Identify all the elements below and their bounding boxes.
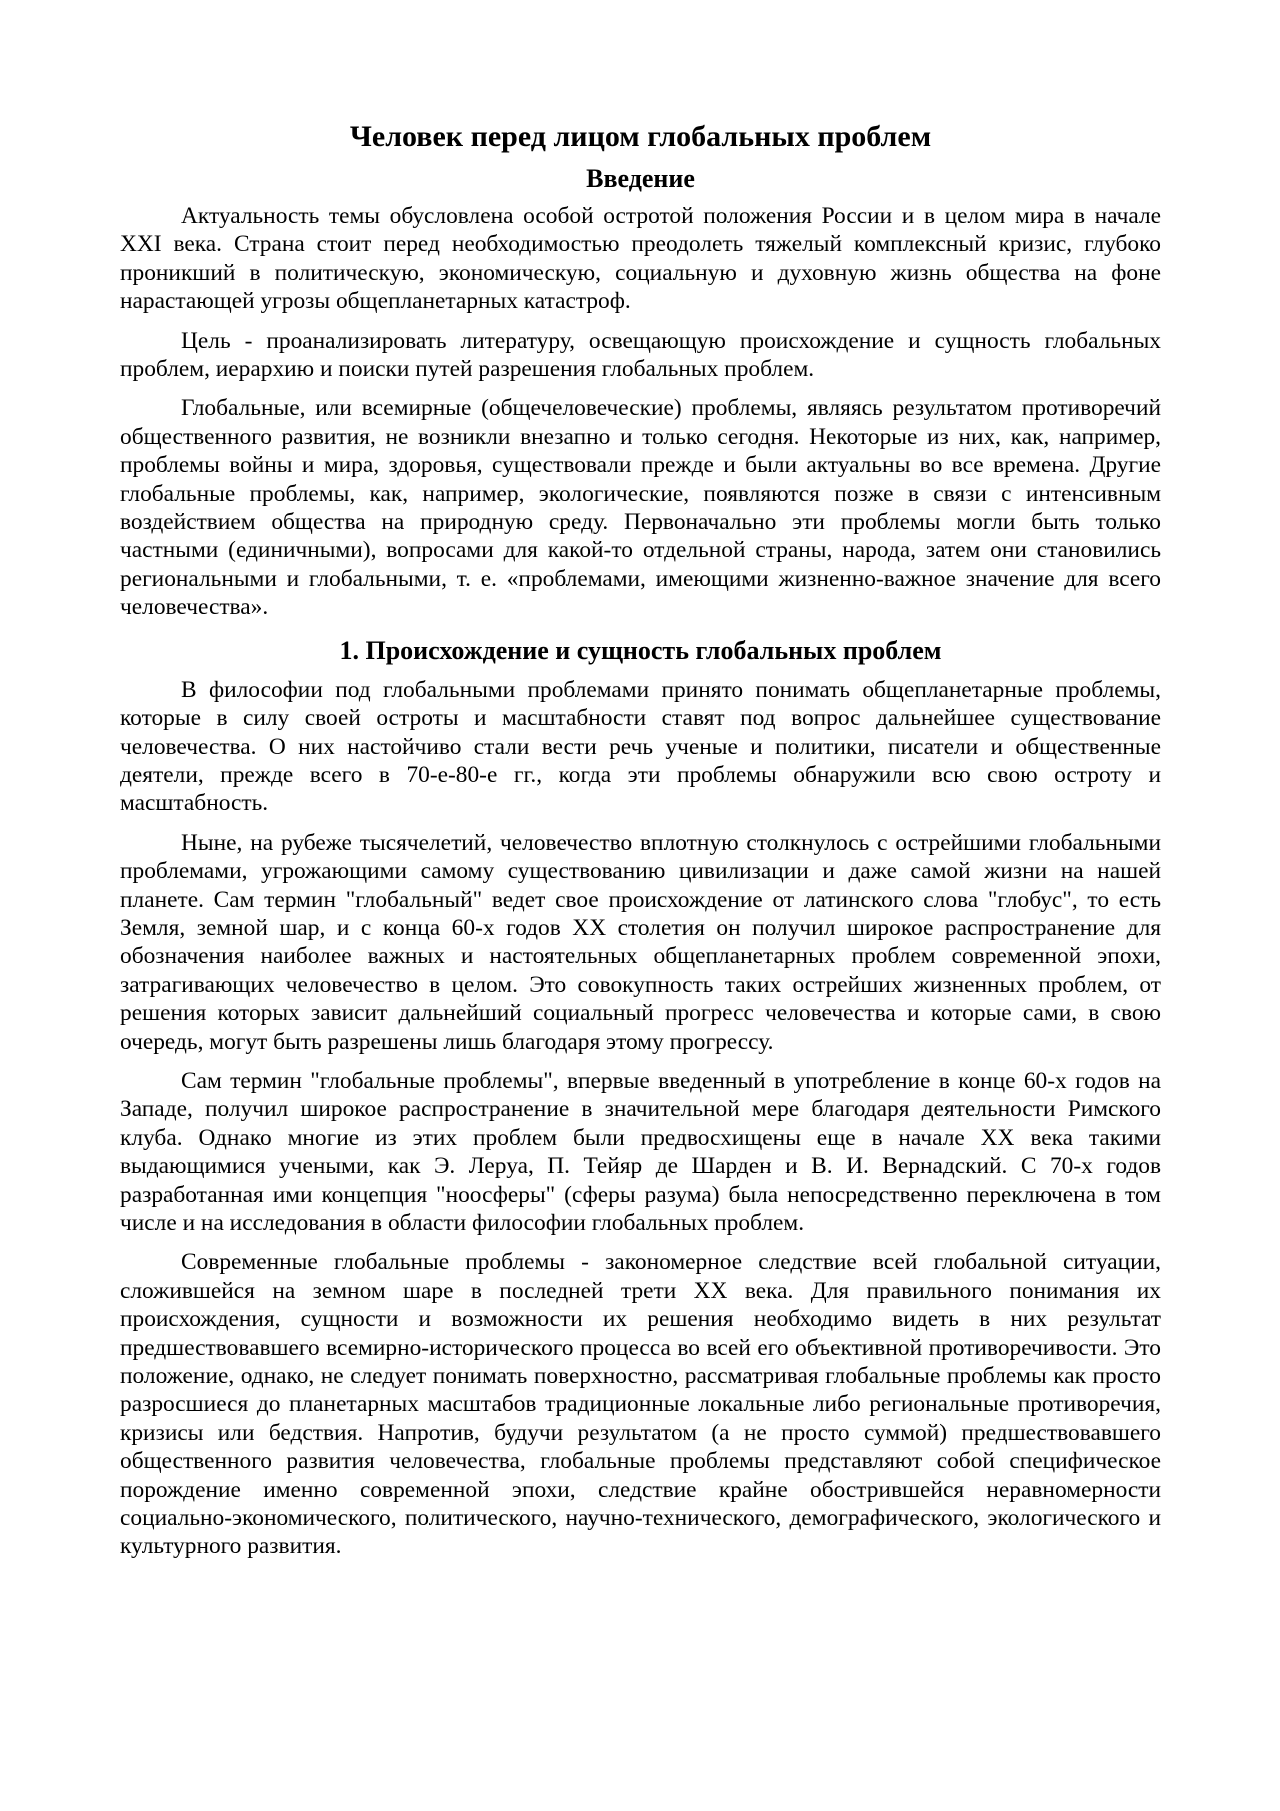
document-title: Человек перед лицом глобальных проблем	[349, 120, 932, 153]
intro-heading: Введение	[586, 164, 695, 193]
intro-paragraph: Цель - проанализировать литературу, освещающую происхождение и сущность глобальных проблем, иерархию и поиски путей разрешения глобальных проблем.	[120, 327, 1161, 383]
section-1-paragraph: Ныне, на рубеже тысячелетий, человечество вплотную столкнулось с острейшими глобальными проблемами, угрожающими самому существованию цивилизации и даже самой жизни на нашей планете. Сам термин "глобальный" ведет свое происхождение от латинского слова "глобус", то есть Земля, земной шар, и с конца 60-х годов XX столетия он получил широкое распространение для обозначения наиболее важных и настоятельных общепланетарных проблем современной эпохи, затрагивающих человечество в целом. Это совокупность таких острейших жизненных проблем, от решения которых зависит дальнейший социальный прогресс человечества и которые сами, в свою очередь, могут быть разрешены лишь благодаря этому прогрессу.	[120, 829, 1161, 1055]
section-1-heading: 1. Происхождение и сущность глобальных проблем	[339, 635, 942, 665]
section-1-paragraph: Сам термин "глобальные проблемы", впервые введенный в употребление в конце 60-х годов на Западе, получил широкое распространение в значительной мере благодаря деятельности Римского клуба. Однако многие из этих проблем были предвосхищены еще в начале XX века такими выдающимися учеными, как Э. Леруа, П. Тейяр де Шарден и В. И. Вернадский. С 70-х годов разработанная ими концепция "ноосферы" (сферы разума) была непосредственно переключена в том числе и на исследования в области философии глобальных проблем.	[120, 1067, 1161, 1236]
document-page	[120, 118, 1161, 1572]
intro-paragraph: Глобальные, или всемирные (общечеловеческие) проблемы, являясь результатом противоречий общественного развития, не возникли внезапно и только сегодня. Некоторые из них, как, например, проблемы войны и мира, здоровья, существовали прежде и были актуальны во все времена. Другие глобальные проблемы, как, например, экологические, появляются позже в связи с интенсивным воздействием общества на природную среду. Первоначально эти проблемы могли быть только частными (единичными), вопросами для какой-то отдельной страны, народа, затем они становились региональными и глобальными, т. е. «проблемами, имеющими жизненно-важное значение для всего человечества».	[120, 395, 1161, 621]
section-1-paragraph: В философии под глобальными проблемами принято понимать общепланетарные проблемы, которые в силу своей остроты и масштабности ставят под вопрос дальнейшее существование человечества. О них настойчиво стали вести речь ученые и политики, писатели и общественные деятели, прежде всего в 70-е-80-е гг., когда эти проблемы обнаружили всю свою остроту и масштабность.	[120, 676, 1161, 817]
intro-paragraph: Актуальность темы обусловлена особой остротой положения России и в целом мира в начале XXI века. Страна стоит перед необходимостью преодолеть тяжелый комплексный кризис, глубоко проникший в политическую, экономическую, социальную и духовную жизнь общества на фоне нарастающей угрозы общепланетарных катастроф.	[120, 203, 1161, 315]
section-1-paragraph: Современные глобальные проблемы - закономерное следствие всей глобальной ситуации, сложившейся на земном шаре в последней трети XX века. Для правильного понимания их происхождения, сущности и возможности их решения необходимо видеть в них результат предшествовавшего всемирно-исторического процесса во всей его объективной противоречивости. Это положение, однако, не следует понимать поверхностно, рассматривая глобальные проблемы как просто разросшиеся до планетарных масштабов традиционные локальные либо региональные противоречия, кризисы или бедствия. Напротив, будучи результатом (а не просто суммой) предшествовавшего общественного развития человечества, глобальные проблемы представляют собой специфическое порождение именно современной эпохи, следствие крайне обострившейся неравномерности социально-экономического, политического, научно-технического, демографического, экологического и культурного развития.	[120, 1249, 1161, 1560]
